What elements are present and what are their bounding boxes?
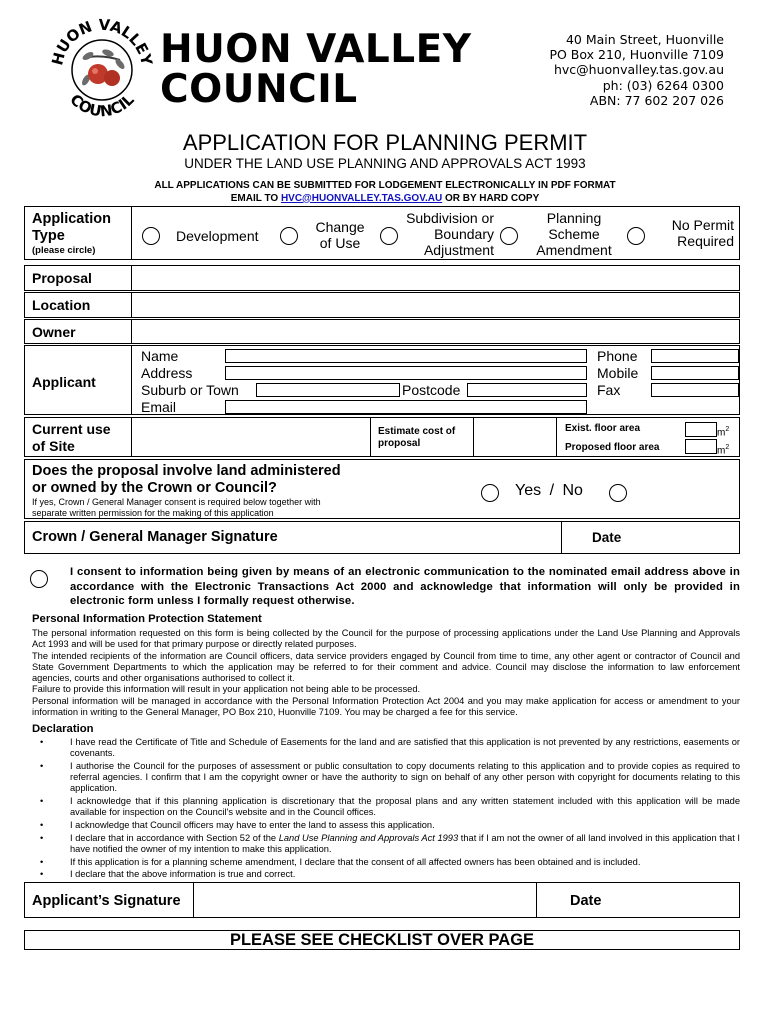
owner-label-cell	[24, 319, 132, 344]
option-line: Amendment	[536, 242, 612, 258]
crown-hint	[32, 497, 321, 518]
privacy-paragraph: The personal information requested on this form is being collected by the Council for the purpose of processing applications under the Land Use Planning and Approvals Act 1993 and will be used for that primary purpose or directly related purposes.	[32, 628, 740, 650]
label-line: of Site	[32, 438, 75, 454]
hint-line: If yes, Crown / General Manager consent is required below together with	[32, 497, 321, 507]
crown-signature-cell[interactable]	[24, 521, 562, 554]
unit-label	[717, 424, 729, 438]
radio-development[interactable]	[142, 227, 160, 245]
proposal-label: Proposal	[32, 270, 92, 286]
option-line: Scheme	[548, 226, 600, 242]
declaration-item: • I authorise the Council for the purposes of assessment or public consultation to copy documents relating to this application and to provide copies as required to referral agencies. I confirm that I am the copyright owner or have the authority to sign on behalf of any other person with copyright for documents relating to this application.	[40, 761, 740, 795]
brand-line-1: HUON VALLEY	[160, 27, 472, 72]
option-no-permit	[652, 217, 734, 249]
svg-text:COUNCIL: COUNCIL	[66, 90, 138, 121]
privacy-heading: Personal Information Protection Statement	[32, 613, 262, 625]
crown-question-cell	[24, 459, 740, 519]
applicant-date-cell[interactable]	[536, 882, 740, 918]
brand-line-2: COUNCIL	[160, 67, 358, 112]
radio-crown-no[interactable]	[609, 484, 627, 502]
current-use-field[interactable]	[131, 417, 371, 457]
phone-input[interactable]	[651, 349, 739, 363]
radio-no-permit[interactable]	[627, 227, 645, 245]
notice-email-link[interactable]: HVC@HUONVALLEY.TAS.GOV.AU	[280, 192, 443, 204]
privacy-paragraph: The intended recipients of the information are Council officers, data service providers engaged by Council from time to time, any other agent or contractor of Council and State Government Departments to which the application may be referred to for their comment and advice. Council may disclose the information to law enforcement agencies, courts and other organisations authorised to collect it.	[32, 650, 740, 684]
suburb-input[interactable]	[256, 383, 400, 397]
checklist-notice: PLEASE SEE CHECKLIST OVER PAGE	[229, 931, 535, 949]
consent-text: I consent to information being given by means of an electronic communication to the nominated email address above in accordance with the Electronic Transactions Act 2000 and acknowledge that information will only be provided in electronic form unless I formally request otherwise.	[70, 566, 740, 607]
crown-date-cell[interactable]	[561, 521, 740, 554]
item-text: that if I am not the owner of all land involved in this application that I have notified the owner of my intention to make this application.	[70, 832, 740, 854]
declaration-item: • I have read the Certificate of Title and Schedule of Easements for the land and are satisfied that this application is not prevented by any restrictions, easements or covenants.	[40, 737, 740, 759]
crown-question	[32, 463, 341, 497]
email-input[interactable]	[225, 400, 587, 414]
applicant-details	[131, 345, 740, 415]
label-line: Estimate cost of	[378, 426, 456, 437]
unit-sup: 2	[725, 444, 730, 451]
address-label: Address	[141, 365, 193, 381]
privacy-paragraph: Personal information will be managed in accordance with the Personal Information Protection Act 2004 and you may make application for access or amendment to your information in writing to the General Manager, PO Box 210, Huonville 7109. You may be charged a fee for this service.	[32, 695, 740, 718]
declaration-list	[40, 737, 740, 882]
separator: /	[549, 482, 555, 499]
page-subtitle: UNDER THE LAND USE PLANNING AND APPROVALS ACT 1993	[184, 156, 586, 171]
consent-checkbox[interactable]	[30, 570, 48, 588]
label-line: Current use	[32, 421, 111, 437]
crown-date-label: Date	[592, 530, 622, 545]
question-line: or owned by the Crown or Council?	[32, 480, 277, 496]
option-subdivision	[394, 210, 494, 258]
option-line: No Permit	[671, 217, 734, 233]
declaration-item	[40, 833, 740, 855]
unit: m	[717, 445, 726, 457]
council-brand	[160, 27, 472, 112]
application-type-hint: (please circle)	[32, 245, 96, 256]
declaration-heading: Declaration	[32, 723, 94, 735]
option-line: of Use	[319, 235, 361, 251]
option-line: Boundary	[434, 226, 494, 242]
svg-text:HUON VALLEY: HUON VALLEY	[48, 15, 156, 68]
submission-notice	[0, 180, 770, 205]
email-label: Email	[141, 399, 177, 415]
hint-line: separate written permission for the making of this application	[32, 507, 274, 518]
label-line: proposal	[378, 438, 421, 449]
option-line: Change	[315, 219, 365, 235]
mobile-label: Mobile	[597, 365, 639, 381]
declaration-item: • I acknowledge that if this planning application is discretionary that the proposal plans and any written statement included with this application will be made available for inspection on the Council's website and in the Council offices.	[40, 796, 740, 818]
application-type-options	[131, 206, 740, 260]
floor-area-cell	[556, 417, 740, 457]
name-label: Name	[141, 348, 179, 364]
option-line: Subdivision or	[406, 210, 494, 226]
council-logo	[48, 14, 156, 122]
applicant-label: Applicant	[32, 374, 96, 390]
proposed-floor-label: Proposed floor area	[565, 442, 660, 453]
unit-sup: 2	[725, 426, 730, 433]
label-line: Application	[32, 211, 111, 227]
postcode-input[interactable]	[467, 383, 587, 397]
item-text: I declare that in accordance with Section 52 of the	[70, 832, 279, 843]
current-use-label	[32, 421, 111, 455]
proposed-floor-input[interactable]	[685, 439, 717, 454]
email-line[interactable]: hvc@huonvalley.tas.gov.au	[553, 62, 724, 78]
option-change-of-use	[312, 219, 368, 251]
address-input[interactable]	[225, 366, 587, 380]
owner-field[interactable]	[131, 319, 740, 344]
applicant-date-label: Date	[570, 893, 602, 909]
owner-label: Owner	[32, 324, 76, 340]
privacy-paragraph: Failure to provide this information will result in your application not being able to be processed.	[32, 684, 421, 695]
notice-line-1: ALL APPLICATIONS CAN BE SUBMITTED FOR LODGEMENT ELECTRONICALLY IN PDF FORMAT	[154, 180, 616, 191]
applicant-signature-field[interactable]	[193, 882, 537, 918]
estimate-label	[378, 426, 455, 450]
exist-floor-input[interactable]	[685, 422, 717, 437]
privacy-text	[32, 628, 740, 718]
option-line: Adjustment	[423, 242, 494, 258]
exist-floor-label: Exist. floor area	[565, 423, 641, 434]
declaration-item: • I declare that the above information is true and correct.	[40, 869, 740, 880]
no-label: No	[562, 482, 583, 499]
location-label-cell	[24, 292, 132, 318]
name-input[interactable]	[225, 349, 587, 363]
notice-line-2	[0, 193, 770, 206]
council-address	[549, 32, 724, 108]
proposal-label-cell	[24, 265, 132, 291]
location-field[interactable]	[131, 292, 740, 318]
applicant-signature-label-cell	[24, 882, 194, 918]
notice-prefix: EMAIL TO	[230, 192, 281, 204]
checklist-banner	[24, 930, 740, 950]
page-title: APPLICATION FOR PLANNING PERMIT	[182, 130, 588, 155]
option-line: Required	[677, 233, 734, 249]
estimate-label-cell	[370, 417, 474, 457]
applicant-signature-label: Applicant’s Signature	[32, 893, 181, 909]
phone-line: ph: (03) 6264 0300	[602, 77, 724, 93]
option-development: Development	[176, 228, 259, 244]
radio-crown-yes[interactable]	[481, 484, 499, 502]
address-line: PO Box 210, Huonville 7109	[549, 47, 724, 63]
radio-change-of-use[interactable]	[280, 227, 298, 245]
estimate-field[interactable]	[473, 417, 557, 457]
unit-label	[717, 442, 729, 456]
question-line: Does the proposal involve land administered	[32, 463, 341, 479]
current-use-label-cell	[24, 417, 132, 457]
option-line: Planning	[546, 210, 602, 226]
yes-no-label	[515, 483, 583, 499]
radio-scheme-amendment[interactable]	[500, 227, 518, 245]
unit: m	[717, 427, 726, 439]
option-scheme-amendment	[526, 210, 622, 258]
mobile-input[interactable]	[651, 366, 739, 380]
proposal-field[interactable]	[131, 265, 740, 291]
notice-suffix: OR BY HARD COPY	[442, 192, 540, 204]
crown-signature-label: Crown / General Manager Signature	[32, 529, 278, 545]
suburb-label: Suburb or Town	[141, 382, 239, 398]
abn-line: ABN: 77 602 207 026	[589, 92, 724, 108]
declaration-item: • I acknowledge that Council officers may have to enter the land to assess this application.	[40, 820, 740, 831]
fax-input[interactable]	[651, 383, 739, 397]
declaration-item: • If this application is for a planning scheme amendment, I declare that the consent of all affected owners has been obtained and is included.	[40, 857, 740, 868]
postcode-label: Postcode	[402, 382, 461, 398]
yes-label: Yes	[515, 482, 542, 499]
application-type-label	[32, 211, 111, 245]
application-type-label-cell	[24, 206, 132, 260]
fax-label: Fax	[597, 382, 621, 398]
phone-label: Phone	[597, 348, 638, 364]
address-line: 40 Main Street, Huonville	[565, 32, 724, 47]
act-name: Land Use Planning and Approvals Act 1993	[278, 832, 459, 843]
applicant-label-cell	[24, 345, 132, 415]
label-line: Type	[32, 228, 65, 244]
location-label: Location	[32, 297, 91, 313]
